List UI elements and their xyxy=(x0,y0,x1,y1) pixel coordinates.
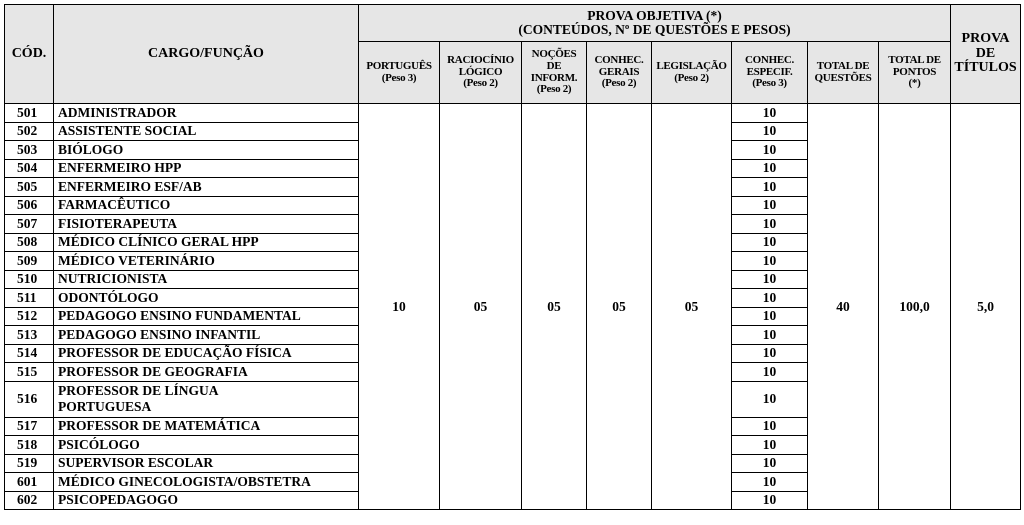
row-code: 602 xyxy=(5,491,54,510)
row-cargo: PROFESSOR DE EDUCAÇÃO FÍSICA xyxy=(54,344,359,363)
row-cargo: PROFESSOR DE LÍNGUA PORTUGUESA xyxy=(54,381,359,417)
cell-conhec-gerais: 05 xyxy=(587,104,652,510)
row-code: 511 xyxy=(5,289,54,308)
row-cargo: ENFERMEIRO ESF/AB xyxy=(54,178,359,197)
row-code: 506 xyxy=(5,196,54,215)
cell-conhec-especif: 10 xyxy=(732,233,808,252)
cell-nocoes: 05 xyxy=(522,104,587,510)
row-cargo: PROFESSOR DE MATEMÁTICA xyxy=(54,417,359,436)
row-code: 502 xyxy=(5,122,54,141)
row-cargo: PROFESSOR DE GEOGRAFIA xyxy=(54,363,359,382)
header-prova-objetiva xyxy=(359,5,951,42)
row-cargo: FARMACÊUTICO xyxy=(54,196,359,215)
prova-objetiva-title: PROVA OBJETIVA (*) xyxy=(587,7,722,23)
row-cargo: ODONTÓLOGO xyxy=(54,289,359,308)
row-code: 510 xyxy=(5,270,54,289)
row-code: 509 xyxy=(5,252,54,271)
header-conhec-especif: CONHEC. ESPECIF. (Peso 3) xyxy=(732,42,808,104)
row-code: 504 xyxy=(5,159,54,178)
cell-conhec-especif: 10 xyxy=(732,307,808,326)
row-code: 513 xyxy=(5,326,54,345)
row-cargo: MÉDICO CLÍNICO GERAL HPP xyxy=(54,233,359,252)
table-body xyxy=(5,104,1021,510)
cell-conhec-especif: 10 xyxy=(732,252,808,271)
cell-conhec-especif: 10 xyxy=(732,122,808,141)
row-code: 503 xyxy=(5,141,54,160)
cell-conhec-especif: 10 xyxy=(732,159,808,178)
cell-total-pontos: 100,0 xyxy=(879,104,951,510)
cell-conhec-especif: 10 xyxy=(732,491,808,510)
header-total-pontos: TOTAL DE PONTOS (*) xyxy=(879,42,951,104)
row-cargo: BIÓLOGO xyxy=(54,141,359,160)
header-cargo: CARGO/FUNÇÃO xyxy=(54,5,359,104)
row-cargo: PEDAGOGO ENSINO FUNDAMENTAL xyxy=(54,307,359,326)
cell-conhec-especif: 10 xyxy=(732,381,808,417)
cell-conhec-especif: 10 xyxy=(732,436,808,455)
cell-conhec-especif: 10 xyxy=(732,417,808,436)
cell-conhec-especif: 10 xyxy=(732,196,808,215)
header-portugues: PORTUGUÊS (Peso 3) xyxy=(359,42,440,104)
cell-total-questoes: 40 xyxy=(808,104,879,510)
row-code: 601 xyxy=(5,473,54,492)
exam-table xyxy=(4,4,1021,510)
cell-prova-titulos: 5,0 xyxy=(951,104,1021,510)
header-conhec-gerais: CONHEC. GERAIS (Peso 2) xyxy=(587,42,652,104)
row-cargo: ASSISTENTE SOCIAL xyxy=(54,122,359,141)
row-cargo: ADMINISTRADOR xyxy=(54,104,359,123)
cell-conhec-especif: 10 xyxy=(732,473,808,492)
header-legislacao: LEGISLAÇÃO (Peso 2) xyxy=(652,42,732,104)
cell-conhec-especif: 10 xyxy=(732,141,808,160)
row-code: 512 xyxy=(5,307,54,326)
row-cargo: NUTRICIONISTA xyxy=(54,270,359,289)
row-cargo: FISIOTERAPEUTA xyxy=(54,215,359,234)
row-cargo: MÉDICO VETERINÁRIO xyxy=(54,252,359,271)
row-code: 508 xyxy=(5,233,54,252)
cell-conhec-especif: 10 xyxy=(732,326,808,345)
row-cargo: ENFERMEIRO HPP xyxy=(54,159,359,178)
row-code: 516 xyxy=(5,381,54,417)
cell-conhec-especif: 10 xyxy=(732,363,808,382)
table-header xyxy=(5,5,1021,104)
header-cod: CÓD. xyxy=(5,5,54,104)
row-cargo: PEDAGOGO ENSINO INFANTIL xyxy=(54,326,359,345)
cell-conhec-especif: 10 xyxy=(732,289,808,308)
row-code: 507 xyxy=(5,215,54,234)
header-total-questoes: TOTAL DE QUESTÕES xyxy=(808,42,879,104)
row-code: 519 xyxy=(5,454,54,473)
row-cargo: MÉDICO GINECOLOGISTA/OBSTETRA xyxy=(54,473,359,492)
cell-conhec-especif: 10 xyxy=(732,344,808,363)
row-code: 517 xyxy=(5,417,54,436)
cell-conhec-especif: 10 xyxy=(732,215,808,234)
row-code: 505 xyxy=(5,178,54,197)
cell-conhec-especif: 10 xyxy=(732,104,808,123)
row-cargo: PSICÓLOGO xyxy=(54,436,359,455)
row-cargo: SUPERVISOR ESCOLAR xyxy=(54,454,359,473)
row-code: 501 xyxy=(5,104,54,123)
prova-objetiva-subtitle: (CONTEÚDOS, Nº DE QUESTÕES E PESOS) xyxy=(518,22,791,37)
cell-legislacao: 05 xyxy=(652,104,732,510)
cell-portugues: 10 xyxy=(359,104,440,510)
header-nocoes: NOÇÕES DE INFORM. (Peso 2) xyxy=(522,42,587,104)
cell-conhec-especif: 10 xyxy=(732,454,808,473)
cell-conhec-especif: 10 xyxy=(732,178,808,197)
row-code: 515 xyxy=(5,363,54,382)
row-code: 514 xyxy=(5,344,54,363)
row-cargo: PSICOPEDAGOGO xyxy=(54,491,359,510)
header-prova-titulos: PROVA DE TÍTULOS xyxy=(951,5,1021,104)
cell-raciocinio: 05 xyxy=(440,104,522,510)
header-raciocinio: RACIOCÍNIO LÓGICO (Peso 2) xyxy=(440,42,522,104)
row-code: 518 xyxy=(5,436,54,455)
cell-conhec-especif: 10 xyxy=(732,270,808,289)
table-row xyxy=(5,104,1021,123)
